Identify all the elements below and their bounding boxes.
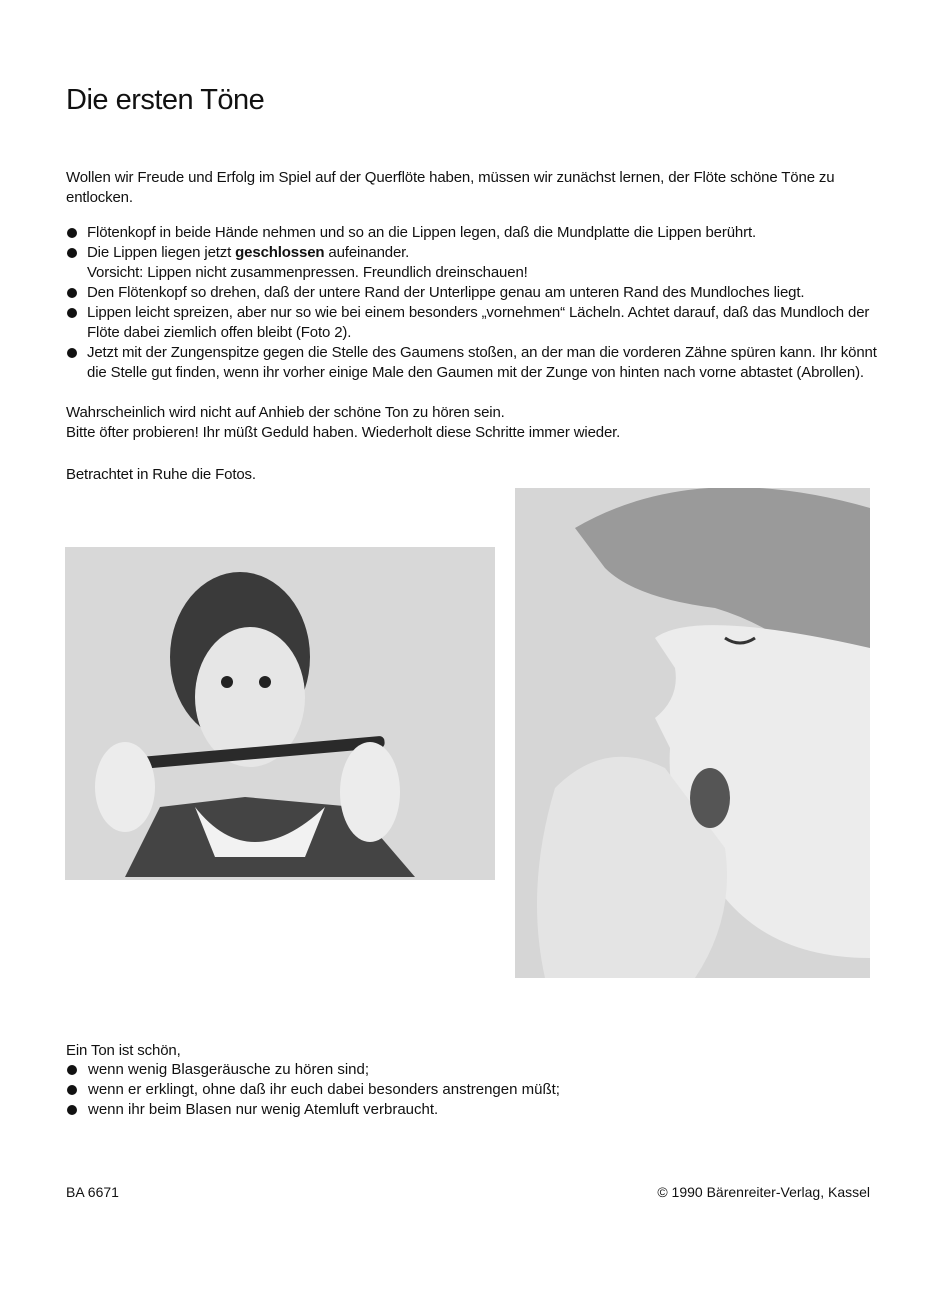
nice-intro: Ein Ton ist schön,: [66, 1042, 181, 1059]
step-text: Lippen leicht spreizen, aber nur so wie bei einem besonders „vornehmen“ Lächeln. Achtet darauf, daß das Mundloch der Flöte dabei ziemlich offen bleibt (Foto 2).: [87, 304, 870, 341]
bullet-icon: [67, 248, 77, 258]
nice-item: [66, 1060, 560, 1080]
steps-list: [66, 223, 881, 383]
photo-profile-view: [515, 488, 870, 978]
step-text-bold: geschlossen: [235, 244, 325, 261]
step-text: Den Flötenkopf so drehen, daß der untere Rand der Unterlippe genau am unteren Rand des Mundloches liegt.: [87, 284, 805, 301]
after-line: Wahrscheinlich wird nicht auf Anhieb der schöne Ton zu hören sein.: [66, 404, 505, 421]
after-paragraph: [66, 403, 881, 443]
child-front-illustration: [65, 547, 495, 880]
catalog-number: BA 6671: [66, 1184, 119, 1200]
intro-paragraph: Wollen wir Freude und Erfolg im Spiel auf der Querflöte haben, müssen wir zunächst lernen, der Flöte schöne Töne zu entlocken.: [66, 169, 835, 206]
step-item: [66, 283, 881, 303]
nice-list: [66, 1060, 560, 1120]
nice-item-text: wenn wenig Blasgeräusche zu hören sind;: [88, 1061, 370, 1078]
page-title: Die ersten Töne: [66, 84, 265, 116]
bullet-icon: [67, 228, 77, 238]
step-item: [66, 223, 881, 243]
after-line: Bitte öfter probieren! Ihr müßt Geduld haben. Wiederholt diese Schritte immer wieder.: [66, 424, 621, 441]
child-profile-illustration: [515, 488, 870, 978]
bullet-icon: [67, 348, 77, 358]
nice-item-text: wenn ihr beim Blasen nur wenig Atemluft verbraucht.: [88, 1101, 439, 1118]
bullet-icon: [67, 1065, 77, 1075]
step-text: Flötenkopf in beide Hände nehmen und so an die Lippen legen, daß die Mundplatte die Lippen berührt.: [87, 224, 756, 241]
bullet-icon: [67, 1085, 77, 1095]
step-text-post: aufeinander.: [324, 244, 410, 261]
photo-front-view: [65, 547, 495, 880]
step-text: Jetzt mit der Zungenspitze gegen die Stelle des Gaumens stoßen, an der man die vorderen Zähne spüren kann. Ihr könnt die Stelle gut finden, wenn ihr vorher einige Male den Gaumen mit der Zunge von hinten nach vorne abtastet (Abrollen).: [87, 344, 877, 381]
look-hint: Betrachtet in Ruhe die Fotos.: [66, 466, 256, 483]
nice-item: [66, 1100, 560, 1120]
step-note: Vorsicht: Lippen nicht zusammenpressen. Freundlich dreinschauen!: [87, 264, 528, 281]
step-item: [66, 243, 881, 283]
copyright: © 1990 Bärenreiter-Verlag, Kassel: [657, 1184, 870, 1200]
nice-item-text: wenn er erklingt, ohne daß ihr euch dabei besonders anstrengen müßt;: [88, 1081, 560, 1098]
step-text-pre: Die Lippen liegen jetzt: [87, 244, 236, 261]
nice-item: [66, 1080, 560, 1100]
step-item: [66, 343, 881, 383]
bullet-icon: [67, 308, 77, 318]
step-item: [66, 303, 881, 343]
bullet-icon: [67, 1105, 77, 1115]
bullet-icon: [67, 288, 77, 298]
